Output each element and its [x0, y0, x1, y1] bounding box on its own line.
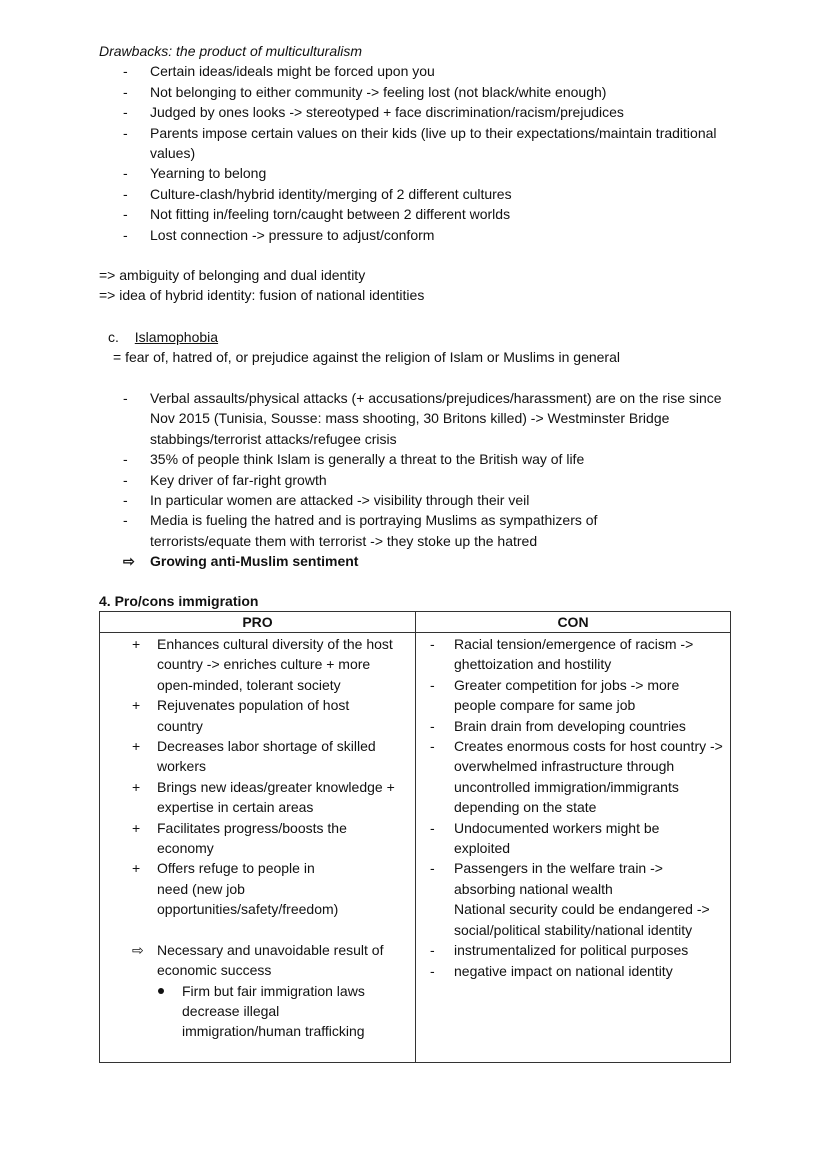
list-item: - In particular women are attacked -> visibility through their veil [123, 492, 530, 509]
list-item: - Not belonging to either community -> feeling lost (not black/white enough) [123, 83, 607, 100]
pro-sub-list [100, 981, 415, 1042]
drawbacks-section [99, 41, 739, 245]
list-item: - instrumentalized for political purposes [430, 942, 689, 959]
pro-con-table [99, 611, 731, 1063]
list-item: - negative impact on national identity [430, 962, 673, 979]
con-column-header: CON [416, 612, 731, 633]
list-item: - Creates enormous costs for host country -> overwhelmed infrastructure through uncontrolled immigration/immigrants depending on the state [430, 738, 723, 816]
islamophobia-list [99, 388, 739, 572]
list-item: + Enhances cultural diversity of the host country -> enriches culture + more open-minded, tolerant society [132, 636, 393, 693]
list-item: Firm but fair immigration laws decrease illegal immigration/human trafficking [100, 981, 415, 1042]
conclusion-line: => ambiguity of belonging and dual identity [99, 267, 366, 283]
list-item: - Yearning to belong [123, 165, 267, 182]
pro-list [100, 634, 415, 981]
list-item: + Decreases labor shortage of skilled workers [132, 738, 376, 775]
list-item: - Lost connection -> pressure to adjust/conform [123, 226, 435, 243]
list-item: - Racial tension/emergence of racism -> ghettoization and hostility [430, 636, 694, 673]
arrow-icon: ⇨ [132, 941, 144, 958]
pro-cell [100, 633, 416, 1063]
list-item: - Culture-clash/hybrid identity/merging of 2 different cultures [123, 185, 512, 202]
islamophobia-heading [108, 327, 748, 347]
pro-column-header: PRO [100, 612, 416, 633]
immigration-heading: 4. Pro/cons immigration [99, 593, 259, 609]
list-item: - Passengers in the welfare train -> absorbing national wealth [430, 860, 663, 897]
con-list [416, 634, 730, 981]
list-item: + Offers refuge to people in need (new job opportunities/safety/freedom) [132, 860, 339, 918]
drawbacks-heading: Drawbacks: the product of multiculturalism [99, 43, 362, 59]
list-item: - Greater competition for jobs -> more people compare for same job [430, 676, 680, 714]
list-item: - 35% of people think Islam is generally a threat to the British way of life [123, 451, 585, 468]
list-item: - Certain ideas/ideals might be forced upon you [123, 63, 435, 80]
result-item: ⇨ Growing anti-Muslim sentiment [99, 551, 739, 571]
table-row [100, 633, 731, 1063]
bullet-icon [158, 988, 164, 994]
list-item: - Not fitting in/feeling torn/caught between 2 different worlds [123, 206, 511, 223]
list-item: ⇨ Necessary and unavoidable result of economic success [132, 941, 384, 979]
drawbacks-list [99, 61, 739, 245]
islamophobia-section [99, 388, 739, 572]
list-item: National security could be endangered -> social/political stability/national identity [454, 901, 710, 938]
list-item: - Brain drain from developing countries [430, 717, 686, 734]
list-item: + Facilitates progress/boosts the economy [132, 819, 347, 857]
list-item: - Undocumented workers might be exploited [430, 819, 660, 857]
list-item: - Parents impose certain values on their kids (live up to their expectations/maintain traditional values) [123, 124, 717, 162]
list-item: - Key driver of far-right growth [123, 471, 327, 488]
islamophobia-definition: = fear of, hatred of, or prejudice against the religion of Islam or Muslims in general [113, 349, 620, 365]
list-item: + Brings new ideas/greater knowledge + expertise in certain areas [132, 778, 395, 816]
section-title: Islamophobia [134, 329, 219, 345]
table-header-row [100, 612, 731, 633]
con-cell [416, 633, 731, 1063]
drawbacks-conclusions [99, 265, 739, 306]
list-item: - Judged by ones looks -> stereotyped + face discrimination/racism/prejudices [123, 104, 624, 121]
conclusion-line: => idea of hybrid identity: fusion of national identities [99, 287, 425, 304]
list-item: - Verbal assaults/physical attacks (+ accusations/prejudices/harassment) are on the rise since Nov 2015 (Tunisia, Sousse: mass shooting, 30 Britons killed) -> Westminster Bridge stabbings/terrorist attacks/refugee crisis [123, 390, 722, 447]
list-item: + Rejuvenates population of host country [132, 697, 350, 734]
list-item: - Media is fueling the hatred and is portraying Muslims as sympathizers of terrorists/equate them with terrorist -> they stoke up the hatred [123, 512, 598, 549]
section-letter: c. [108, 329, 119, 345]
arrow-icon: ⇨ [123, 553, 135, 570]
